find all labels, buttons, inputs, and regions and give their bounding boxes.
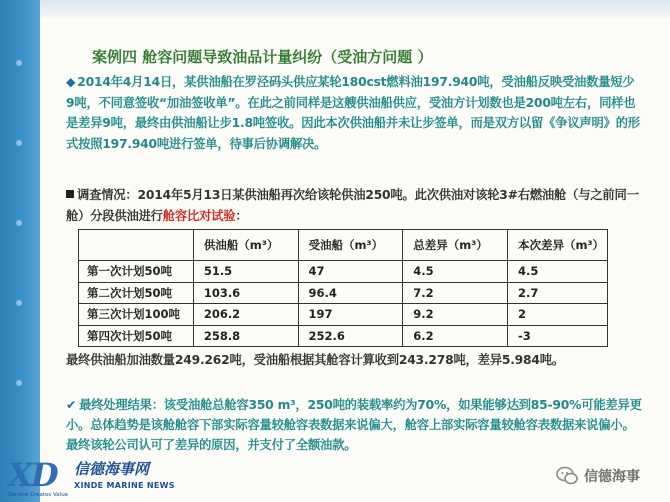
xinde-logo (4, 456, 184, 500)
square-bullet-icon (66, 190, 74, 198)
table-cell: 258.8 (193, 325, 298, 347)
watermark-text: 信德海事 (584, 469, 640, 485)
decor-dot (16, 300, 22, 306)
slide-title: 案例四 舱容问题导致油品计量纠纷（受油方问题 ） (92, 48, 433, 66)
logo-english-name: XINDE MARINE NEWS (74, 481, 175, 490)
top-decor-bar (40, 0, 670, 18)
table-cell: 6.2 (403, 325, 508, 347)
table-cell: 51.5 (193, 261, 298, 283)
table-cell: 第四次计划50吨 (79, 325, 194, 347)
check-icon: ✔ (66, 398, 77, 412)
decor-dot (16, 220, 22, 226)
table-cell: -3 (508, 325, 608, 347)
table-cell: 96.4 (298, 282, 403, 304)
table-header-cell (79, 230, 194, 261)
wechat-watermark (556, 465, 640, 487)
investigation-text: 调查情况：2014年5月13日某供油船再次给该轮供油250吨。此次供油对该轮3#右燃油舱（与之前同一舱）分段供油进行 (66, 188, 639, 223)
highlight-text: 舱容比对试验 (162, 208, 236, 223)
table-row (79, 325, 608, 347)
decor-dot (16, 380, 22, 386)
case-intro-paragraph (66, 72, 642, 154)
table-cell: 7.2 (403, 282, 508, 304)
table-cell: 4.5 (403, 261, 508, 283)
investigation-text-end: ： (235, 208, 248, 223)
table-cell: 4.5 (508, 261, 608, 283)
result-text: 最终处理结果：该受油舱总舱容350 m³，250吨的装载率约为70%，如果能够达到85-90%可能差异更小。总体趋势是该舱舱容下部实际容量较舱容表数据来说偏大，舱容上部实际容量较舱容表数据来说偏小。最终该轮公司认可了差异的原因，并支付了全额油款。 (66, 398, 642, 452)
table-row (79, 304, 608, 326)
decor-dot (16, 60, 22, 66)
table-header-row (79, 230, 608, 261)
logo-tagline: Service Creates Value (8, 492, 69, 498)
diamond-bullet-icon: ◆ (66, 75, 76, 89)
left-decor-bar (0, 0, 40, 502)
logo-mark: XD (8, 456, 57, 494)
table-cell: 2.7 (508, 282, 608, 304)
table-row (79, 261, 608, 283)
table-cell: 第三次计划100吨 (79, 304, 194, 326)
table-header-cell: 本次差异（m³） (508, 230, 608, 261)
decor-dot (16, 140, 22, 146)
logo-chinese-name: 信德海事网 (74, 460, 150, 478)
table-header-cell: 受油船（m³） (298, 230, 403, 261)
case-intro-text: 2014年4月14日，某供油船在罗泾码头供应某轮180cst燃料油197.940吨，受油船反映受油数量短少9吨，不同意签收“加油签收单”。在此之前同样是这艘供油船供应，受油方计划数也是200吨左右，同样也是差异9吨，最终由供油船让步1.8吨签收。因此本次供油船并未让步签单，而是双方以留《争议声明》的形式按照197.940吨进行签单，待事后协调解决。 (66, 75, 640, 151)
table-header-cell: 供油船（m³） (193, 230, 298, 261)
investigation-paragraph (66, 185, 642, 226)
wechat-icon (556, 466, 578, 486)
capacity-comparison-table (78, 229, 608, 347)
table-cell: 197 (298, 304, 403, 326)
table-cell: 9.2 (403, 304, 508, 326)
table-cell: 252.6 (298, 325, 403, 347)
table-row (79, 282, 608, 304)
table-cell: 2 (508, 304, 608, 326)
summary-paragraph: 最终供油船加油数量249.262吨，受油船根据其舱容计算收到243.278吨，差异5.984吨。 (66, 353, 564, 367)
table-cell: 第一次计划50吨 (79, 261, 194, 283)
table-cell: 47 (298, 261, 403, 283)
table-header-cell: 总差异（m³） (403, 230, 508, 261)
result-paragraph (66, 395, 642, 455)
table-cell: 206.2 (193, 304, 298, 326)
table-cell: 103.6 (193, 282, 298, 304)
table-cell: 第二次计划50吨 (79, 282, 194, 304)
